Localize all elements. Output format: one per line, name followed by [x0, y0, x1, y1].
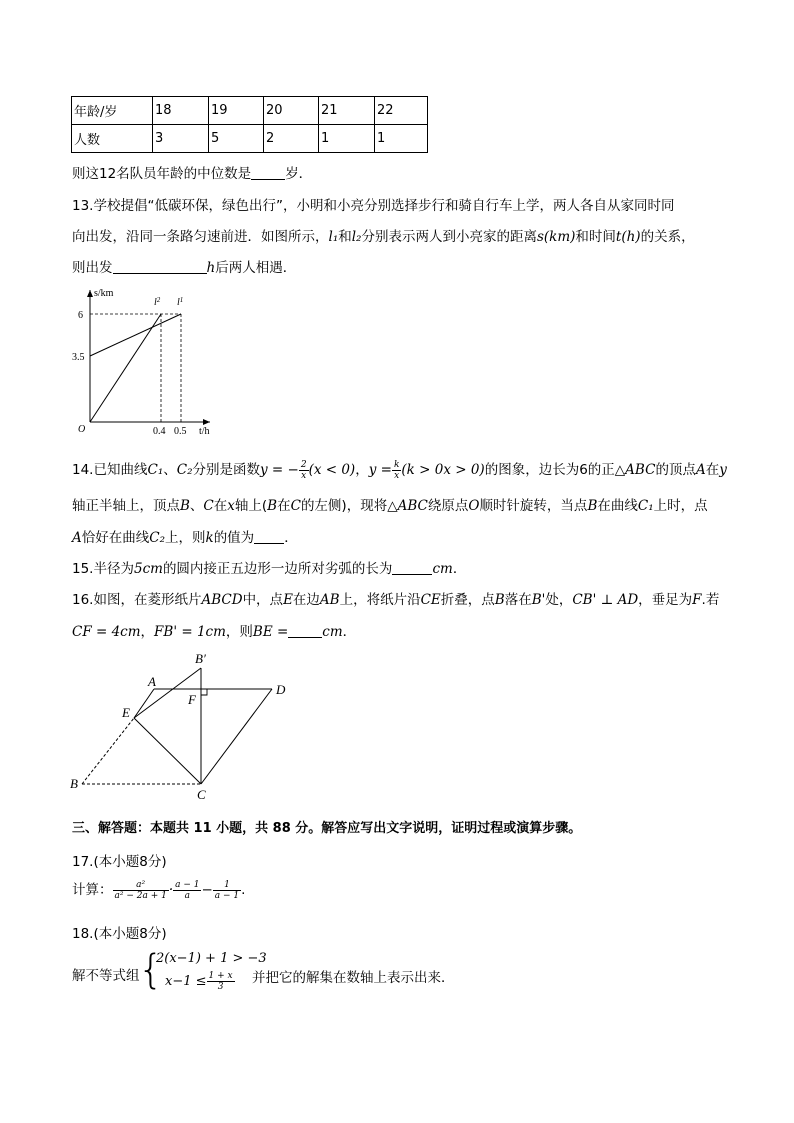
edge-EA	[134, 689, 154, 718]
vertex-label-Bprime: B′	[195, 651, 206, 666]
x-axis-label: t/h	[199, 426, 210, 437]
q16-line1: 16.如图，在菱形纸片ABCD中，点E在边AB上，将纸片沿CE折叠，点B落在B'处，CB' ⊥ AD，垂足为F.若	[72, 592, 720, 608]
x-tick-label: 0.4	[153, 426, 166, 437]
answer-blank	[113, 260, 207, 274]
q14-line2: 轴正半轴上，顶点B、C在x轴上(B在C的左侧)，现将△ABC绕原点O顺时针旋转，当点B在曲线C₁上时，点	[72, 498, 708, 514]
line-l2-label: $l^2$	[154, 296, 161, 308]
fraction: $\frac{k}{x}$	[393, 459, 400, 481]
q17-heading: 17.(本小题8分)	[72, 854, 167, 870]
table-row	[72, 97, 428, 125]
age-cell: 18	[153, 97, 209, 125]
fraction: $\frac{1}{a - 1}$	[214, 879, 240, 901]
y-axis-label: s/km	[94, 288, 114, 299]
q18-post: 并把它的解集在数轴上表示出来．	[252, 970, 455, 986]
vertex-label-F: F	[188, 692, 196, 707]
line-l1-label: $l^1$	[177, 296, 184, 308]
table-row	[72, 125, 428, 153]
distance-time-graph	[70, 284, 220, 444]
inequality-2: x−1 ≤ $\frac{1 + x}{3}$	[165, 971, 233, 992]
fraction: $\frac{1 + x}{3}$	[208, 971, 233, 992]
edge-DC	[201, 689, 272, 784]
vertex-label-D: D	[276, 682, 286, 697]
q13-line2: 向出发，沿同一条路匀速前进．如图所示，l₁和l₂分别表示两人到小亮家的距离s(km)和时间t(h)的关系，	[72, 229, 695, 245]
vertex-label-E: E	[122, 705, 130, 720]
edge-BE-dashed	[82, 718, 134, 784]
count-cell: 5	[209, 125, 264, 153]
q14-line1: 14.已知曲线C₁、C₂分别是函数y = − $\frac{2}{x}$ (x < 0)，y = $\frac{k}{x}$ (k > 0x > 0)的图象，边长为6的正△ABC的顶点A在y	[72, 459, 727, 481]
system-brace: {	[138, 947, 164, 993]
vertex-label-B: B	[70, 776, 78, 791]
q18-heading: 18.(本小题8分)	[72, 926, 167, 942]
line-l1	[90, 314, 181, 356]
y-tick-label: 6	[78, 310, 83, 321]
count-row-header: 人数	[72, 125, 153, 153]
origin-label: O	[78, 424, 86, 435]
age-cell: 21	[319, 97, 375, 125]
y-tick-label: 3.5	[72, 352, 85, 363]
q12-sentence: 则这12名队员年龄的中位数是 岁．	[72, 166, 313, 182]
answer-blank	[392, 561, 432, 575]
count-cell: 2	[264, 125, 319, 153]
age-cell: 19	[209, 97, 264, 125]
q13-line3: 则出发 h后两人相遇．	[72, 260, 297, 276]
age-row-header: 年龄/岁	[72, 97, 153, 125]
fraction: $\frac{2}{x}$	[300, 459, 307, 481]
age-table	[71, 96, 428, 153]
q14-line3: A恰好在曲线C₂上，则k的值为 ．	[72, 530, 298, 546]
q17-expression: 计算： $\frac{\text{a²}}{\text{a² − 2a + 1}}$ · $\frac{a - 1}{a}$ − $\frac{1}{a - 1}$ .	[72, 879, 246, 901]
inequality-1: 2(x−1) + 1 > −3	[156, 951, 267, 966]
line-l2	[90, 314, 161, 422]
answer-blank	[254, 530, 284, 544]
age-cell: 22	[375, 97, 428, 125]
count-cell: 1	[375, 125, 428, 153]
rhombus-figure	[66, 646, 300, 804]
answer-blank	[288, 624, 322, 638]
section-heading: 三、解答题：本题共 11 小题，共 88 分。解答应写出文字说明，证明过程或演算步骤。	[72, 821, 582, 836]
count-cell: 3	[153, 125, 209, 153]
q16-line2: CF = 4cm，FB' = 1cm，则BE = cm．	[72, 624, 357, 640]
q15-sentence: 15.半径为5cm的圆内接正五边形一边所对劣弧的长为 cm．	[72, 561, 467, 577]
q18-pre: 解不等式组	[72, 968, 140, 984]
vertex-label-A: A	[148, 674, 156, 689]
count-cell: 1	[319, 125, 375, 153]
answer-blank	[251, 166, 285, 180]
fraction: $\frac{\text{a²}}{\text{a² − 2a + 1}}$	[114, 879, 167, 901]
vertex-label-C: C	[197, 787, 206, 802]
fold-line-EC	[134, 718, 201, 784]
q13-line1: 13.学校提倡“低碳环保，绿色出行”，小明和小亮分别选择步行和骑自行车上学，两人各自从家同时同	[72, 198, 675, 214]
age-cell: 20	[264, 97, 319, 125]
x-tick-label: 0.5	[174, 426, 187, 437]
fraction: $\frac{a - 1}{a}$	[175, 879, 200, 901]
right-angle-mark	[201, 689, 207, 695]
